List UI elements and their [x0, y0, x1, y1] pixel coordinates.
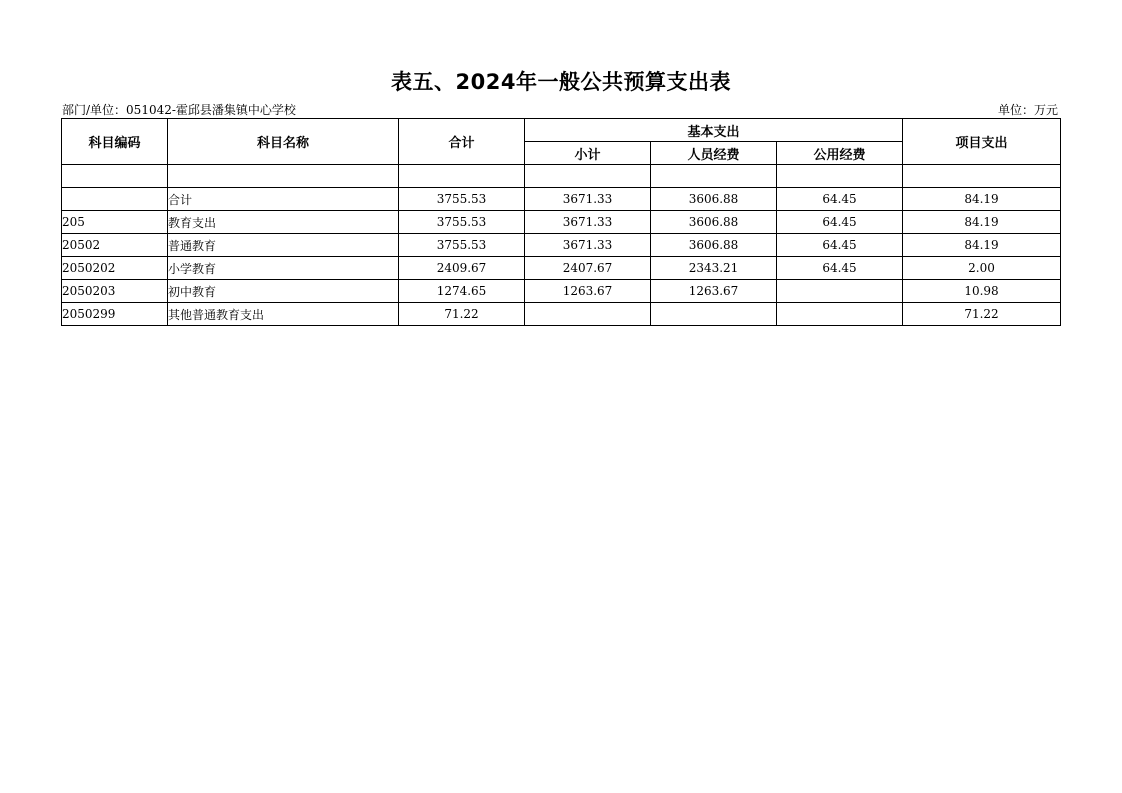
header-spacer: [777, 165, 903, 188]
header-spacer: [168, 165, 399, 188]
header-name: 科目名称: [168, 119, 399, 165]
cell-total: 1274.65: [399, 280, 525, 303]
cell-public: [777, 303, 903, 326]
cell-subtotal: 3671.33: [525, 234, 651, 257]
cell-project: 84.19: [903, 234, 1061, 257]
cell-name: 小学教育: [168, 257, 399, 280]
cell-public: [777, 280, 903, 303]
cell-name: 普通教育: [168, 234, 399, 257]
header-basic: 基本支出: [525, 119, 903, 142]
cell-project: 84.19: [903, 211, 1061, 234]
cell-total: 3755.53: [399, 234, 525, 257]
table-row: [62, 280, 1061, 303]
cell-project: 2.00: [903, 257, 1061, 280]
cell-subtotal: 1263.67: [525, 280, 651, 303]
cell-name: 初中教育: [168, 280, 399, 303]
header-total: 合计: [399, 119, 525, 165]
department-label: 部门/单位：051042-霍邱县潘集镇中心学校: [62, 103, 296, 117]
unit-label: 单位：万元: [997, 103, 1058, 117]
header-code: 科目编码: [62, 119, 168, 165]
cell-personnel: 3606.88: [651, 211, 777, 234]
cell-project: 71.22: [903, 303, 1061, 326]
cell-personnel: 1263.67: [651, 280, 777, 303]
cell-subtotal: 2407.67: [525, 257, 651, 280]
table-body: [62, 188, 1061, 326]
header-spacer: [903, 165, 1061, 188]
table-row: [62, 303, 1061, 326]
cell-project: 84.19: [903, 188, 1061, 211]
cell-public: 64.45: [777, 257, 903, 280]
header-spacer: [62, 165, 168, 188]
cell-code: 2050299: [62, 303, 168, 326]
cell-code: 20502: [62, 234, 168, 257]
header-spacer: [651, 165, 777, 188]
header-project: 项目支出: [903, 119, 1061, 165]
cell-total: 3755.53: [399, 188, 525, 211]
cell-code: [62, 188, 168, 211]
header-subtotal: 小计: [525, 142, 651, 165]
cell-subtotal: [525, 303, 651, 326]
cell-personnel: [651, 303, 777, 326]
budget-table: [61, 118, 1061, 326]
cell-total: 3755.53: [399, 211, 525, 234]
cell-public: 64.45: [777, 234, 903, 257]
header-spacer: [399, 165, 525, 188]
cell-personnel: 2343.21: [651, 257, 777, 280]
cell-code: 205: [62, 211, 168, 234]
cell-total: 71.22: [399, 303, 525, 326]
cell-name: 合计: [168, 188, 399, 211]
cell-project: 10.98: [903, 280, 1061, 303]
cell-subtotal: 3671.33: [525, 211, 651, 234]
cell-name: 其他普通教育支出: [168, 303, 399, 326]
cell-personnel: 3606.88: [651, 234, 777, 257]
table-row: [62, 257, 1061, 280]
page-title: 表五、2024年一般公共预算支出表: [391, 70, 731, 94]
cell-public: 64.45: [777, 188, 903, 211]
cell-total: 2409.67: [399, 257, 525, 280]
header-public: 公用经费: [777, 142, 903, 165]
cell-code: 2050202: [62, 257, 168, 280]
cell-name: 教育支出: [168, 211, 399, 234]
cell-code: 2050203: [62, 280, 168, 303]
header-personnel: 人员经费: [651, 142, 777, 165]
table-row: [62, 188, 1061, 211]
header-spacer: [525, 165, 651, 188]
table-row: [62, 234, 1061, 257]
table-row: [62, 211, 1061, 234]
cell-personnel: 3606.88: [651, 188, 777, 211]
cell-subtotal: 3671.33: [525, 188, 651, 211]
cell-public: 64.45: [777, 211, 903, 234]
